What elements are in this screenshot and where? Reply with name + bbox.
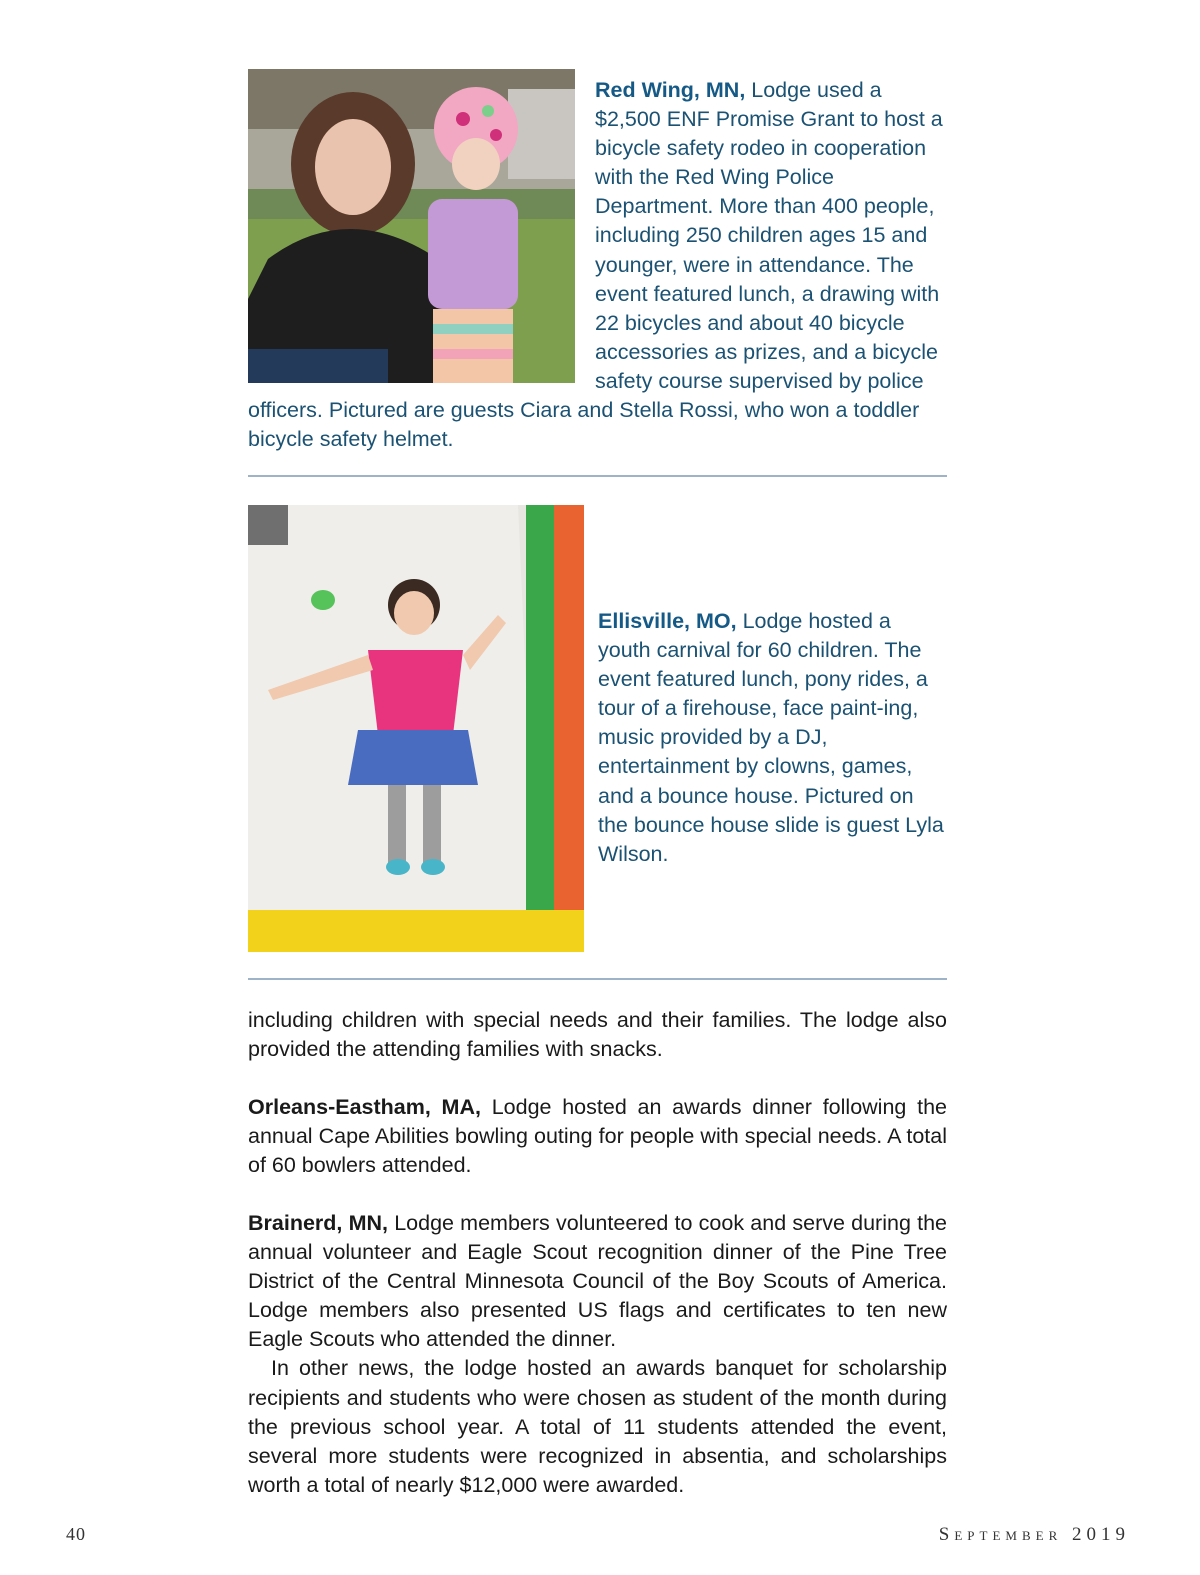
feature-ellisville-text	[598, 607, 947, 869]
feature-ellisville-body: Lodge hosted a youth carnival for 60 children. The event featured lunch, pony rides, a tour of a firehouse, face paint-ing, music provided by a DJ, entertainment by clowns, games, and a bounce house. Pictured on the bounce house slide is guest Lyla Wilson.	[598, 609, 944, 866]
paragraph-brainerd-news: In other news, the lodge hosted an awards banquet for scholarship recipients and students who were chosen as student of the month during the previous school year. A total of 11 students attended the event, several more students were recognized in absentia, and scholarships worth a total of nearly $12,000 were awarded.	[248, 1356, 947, 1497]
feature-ellisville	[248, 505, 947, 952]
feature-red-wing	[248, 69, 947, 459]
section-divider	[248, 475, 947, 477]
section-divider	[248, 978, 947, 980]
paragraph-brainerd	[248, 1209, 947, 1500]
feature-red-wing-body: Lodge used a $2,500 ENF Promise Grant to host a bicycle safety rodeo in cooperation with the Red Wing Police Department. More than 400 people, including 250 children ages 15 and younger, were in attendance. The event featured lunch, a drawing with 22 bicycles and about 40 bicycle accessories as prizes, and a bicycle safety course supervised by police officers. Pictured are guests Ciara and Stella Rossi, who won a toddler bicycle safety helmet.	[248, 78, 943, 452]
location-red-wing: Red Wing, MN,	[595, 78, 746, 102]
page-number: 40	[66, 1524, 86, 1544]
location-brainerd: Brainerd, MN,	[248, 1211, 388, 1235]
location-orleans-eastham: Orleans-Eastham, MA,	[248, 1095, 481, 1119]
paragraph-orleans-eastham-text: Lodge hosted an awards dinner following the annual Cape Abilities bowling outing for people with special needs. A total of 60 bowlers attended.	[248, 1095, 947, 1178]
location-ellisville: Ellisville, MO,	[598, 609, 737, 633]
issue-date: September 2019	[938, 1524, 1130, 1545]
paragraph-orleans-eastham	[248, 1093, 947, 1180]
paragraph-brainerd-text: Lodge members volunteered to cook and serve during the annual volunteer and Eagle Scout recognition dinner of the Pine Tree District of the Central Minnesota Council of the Boy Scouts of America. Lodge members also presented US flags and certificates to ten new Eagle Scouts who attended the dinner.	[248, 1211, 947, 1352]
paragraph-continuation	[248, 1006, 947, 1064]
photo-girl-on-bounce-slide	[248, 505, 584, 952]
paragraph-continuation-text: including children with special needs and their families. The lodge also provided the attending families with snacks.	[248, 1008, 947, 1062]
